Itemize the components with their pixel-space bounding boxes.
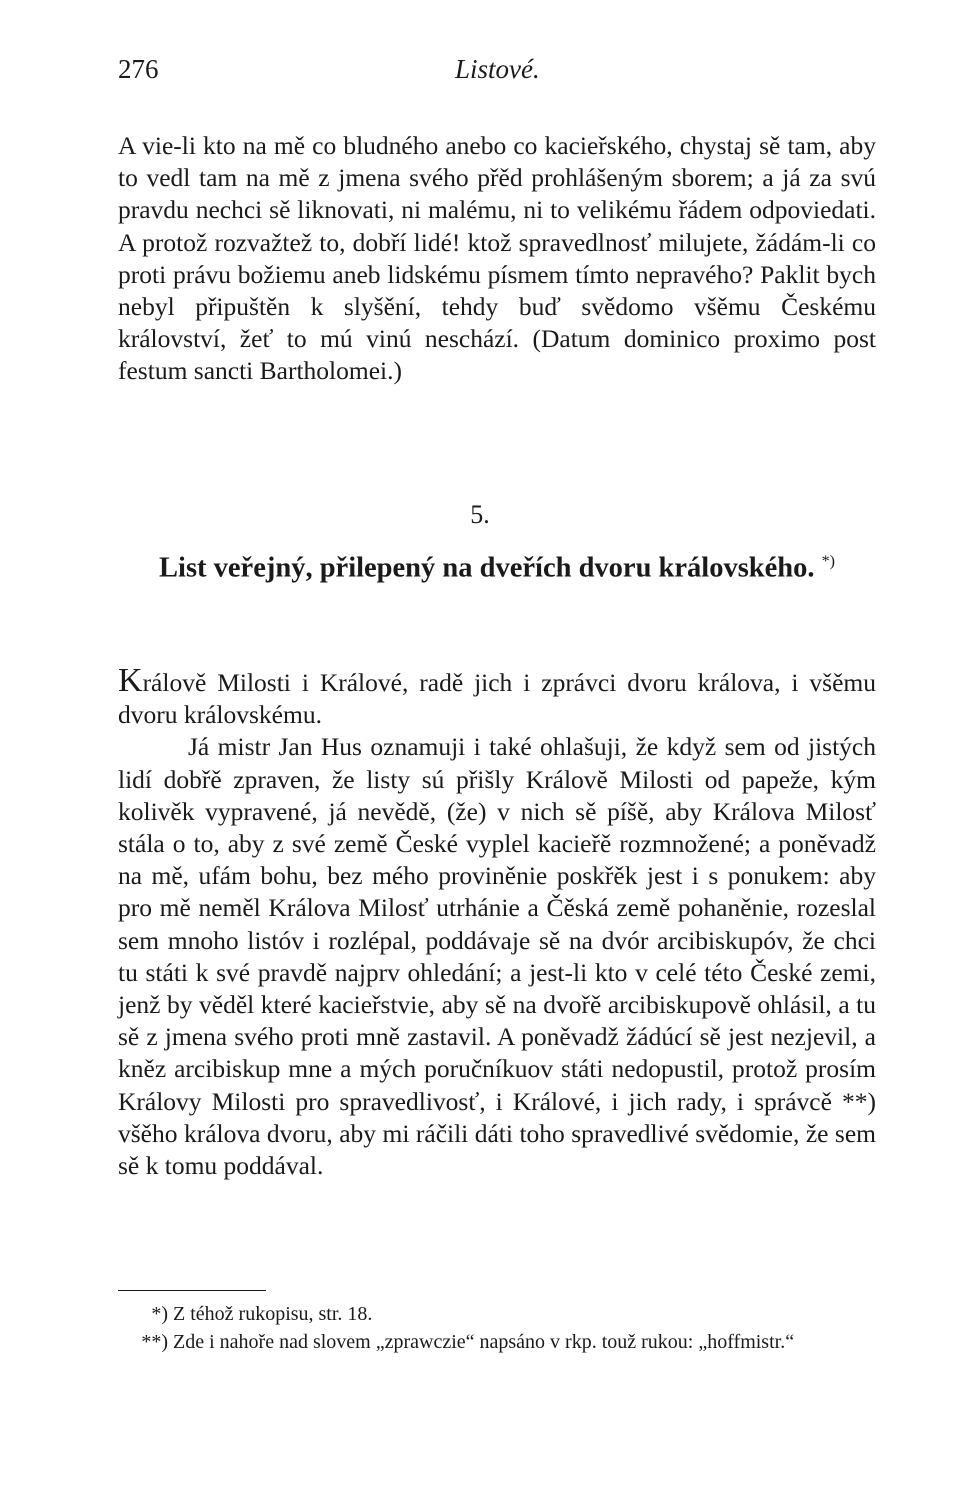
footnote-text: Z téhož rukopisu, str. 18. xyxy=(173,1303,373,1325)
footnote xyxy=(118,1300,876,1328)
footnote-reference: *) xyxy=(821,553,835,570)
footnotes xyxy=(118,1300,876,1356)
salutation-text: rálově Milosti i Králové, radě jich i zprávci dvoru králova, i všěmu dvoru královskému. xyxy=(118,668,876,730)
letter-paragraph: Já mistr Jan Hus oznamuji i také ohlašuji, že když sem od jistých lidí dobřě zpraven, že listy sú přišly Královĕ Milosti od papeže, kým kolivěk vypravené, já nevědě, (že) v nich sě píšě, aby Králova Milosť stála o to, aby z své země České vyplel kacieřě rozmnožené; a poněvadž na mě, ufám bohu, bez mého proviněnie poskřěk jest i s ponukem: aby pro mě neměl Králova Milosť utrhánie a Čěská země pohaněnie, rozeslal sem mnoho listóv i rozlépal, poddávaje sě na dvór arcibiskupóv, že chci tu státi k své pravdě najprv ohledání; a jest-li kto v celé této České zemi, jenž by věděl které kacieřstvie, aby sě na dvořě arcibiskupově ohlásil, a tu sě z jmena svého proti mně zastavil. A poněvadž žádúcí sě jest nezjevil, a kněz arcibiskup mne a mých poručníkuov státi nedopustil, protož prosím Královy Milosti pro spravedlivosť, i Králové, i jich rady, i správcě **) všěho králova dvoru, aby mi ráčili dáti toho spravedlivé svědomie, že sem sě k tomu poddával. xyxy=(118,732,876,1181)
paragraph-text: A vie-li kto na mě co bludného anebo co kacieřského, chystaj sě tam, aby to vedl tam na mě z jmena svého přěd prohlášeným sborem; a já za svú pravdu nechci sě liknovati, ni malému, ni to velikému řádem odpoviedati. A protož rozvažtež to, dobří lidé! ktož spravedlnosť milujete, žádám-li co proti právu božiemu aneb lidskému písmem tímto nepravého? Paklit bych nebyl připuštěn k slyšění, tehdy buď svědomo všěmu Českému království, žeť to mú vinú neschází. (Datum dominico proximo post festum sancti Bartholomei.) xyxy=(118,131,876,386)
footnote-text: Zde i nahoře nad slovem „zprawczie“ napsáno v rkp. touž rukou: „hoffmistr.“ xyxy=(173,1331,795,1353)
section-number: 5. xyxy=(470,500,490,529)
footnote-divider xyxy=(118,1290,266,1291)
footnote-mark: *) xyxy=(151,1303,168,1325)
letter-title-text: List veřejný, přilepený na dveřích dvoru královského. xyxy=(159,552,815,584)
footnote-mark: **) xyxy=(141,1331,168,1353)
drop-cap: K xyxy=(118,662,143,699)
letter-title xyxy=(118,545,876,586)
letter-body xyxy=(118,662,876,1182)
footnote xyxy=(118,1328,876,1356)
running-head: Listové. xyxy=(455,54,540,84)
letter-salutation xyxy=(118,662,876,731)
page-header xyxy=(118,54,876,94)
continued-paragraph xyxy=(118,130,876,388)
page-number: 276 xyxy=(118,54,159,84)
